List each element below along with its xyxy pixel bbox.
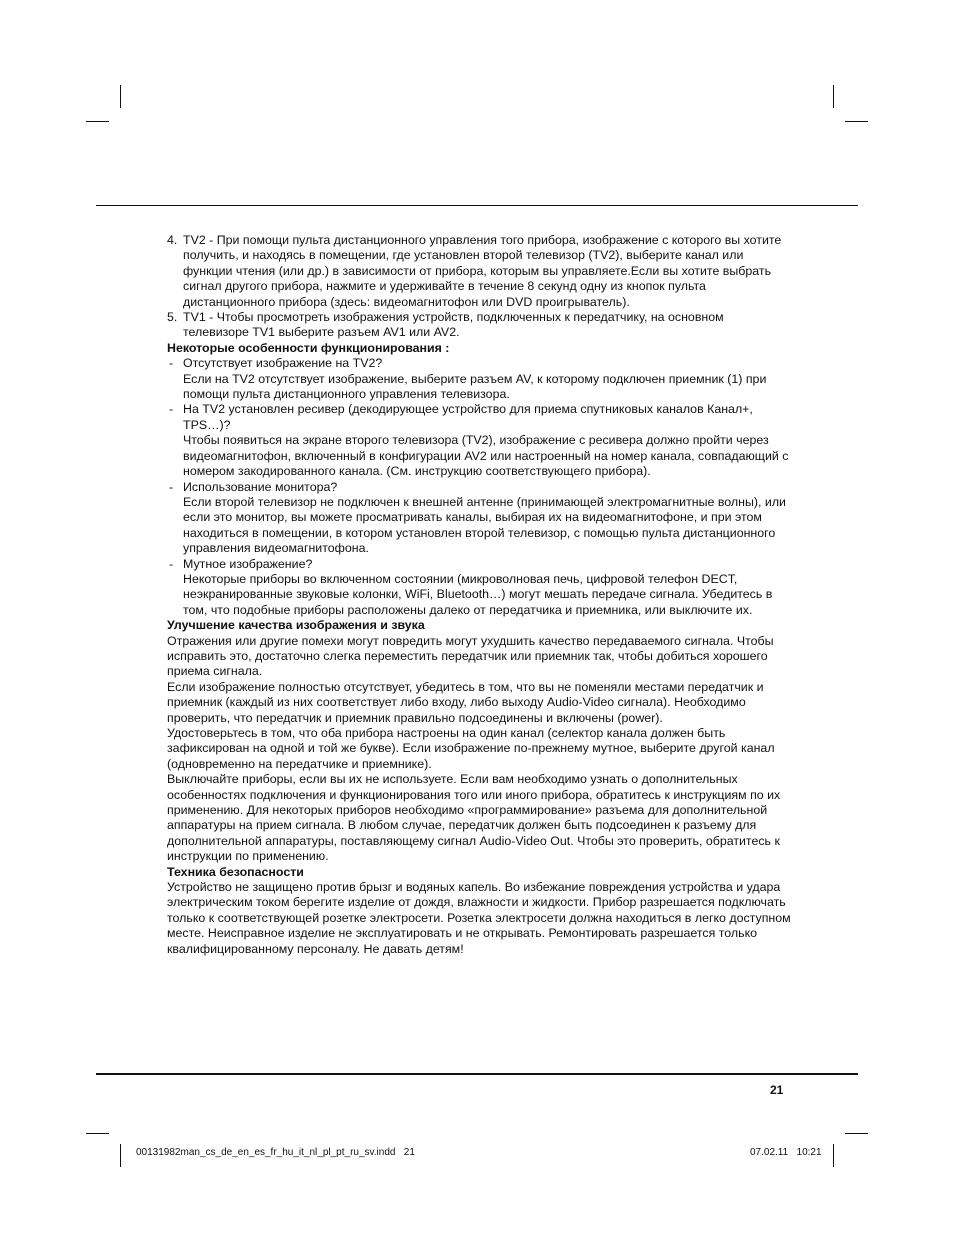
crop-mark (86, 121, 109, 122)
item-number: 4. (167, 233, 178, 247)
section-heading-features: Некоторые особенности функционирования : (167, 340, 450, 355)
dash-bullet: - (169, 356, 174, 371)
crop-mark (833, 85, 834, 108)
crop-mark (86, 1133, 109, 1134)
paragraph: Устройство не защищено против брызг и водяных капель. Во избежание повреждения устройства и удара электрическим током берегите изделие от дождя, влажности и жидкости. Прибор разрешается подключать только к соответствующей розетке электросети. Розетка электросети должна находиться в легко доступном месте. Неисправное изделие не эксплуатировать и не открывать. Ремонтировать разрешается только квалифицированному персоналу. Не давать детям! (167, 880, 791, 956)
dash-bullet: - (169, 402, 174, 417)
crop-mark (845, 121, 868, 122)
crop-mark (833, 1144, 834, 1167)
footer-rule (96, 1073, 858, 1075)
item-question: Использование монитора? (183, 479, 338, 494)
crop-mark (845, 1133, 868, 1134)
item-answer: Чтобы появиться на экране второго телевизора (TV2), изображение с ресивера должно пройти через видеомагнитофон, включенный в конфигурации AV2 или настроенный на номер канала, совпадающий с номером закодированного канала. (См. инструкцию соответствующего прибора). (183, 433, 789, 479)
page-content (167, 233, 792, 957)
item-number: 5. (167, 310, 178, 325)
item-answer: Если на TV2 отсутствует изображение, выберите разъем AV, к которому подключен приемник (1) при помощи пульта дистанционного управления телевизора. (183, 371, 767, 402)
footer-date: 07.02.11 10:21 (750, 1147, 822, 1158)
dash-bullet: - (169, 479, 174, 494)
paragraph: Если изображение полностью отсутствует, убедитесь в том, что вы не поменяли местами передатчик и приемник (каждый из них соответствует либо входу, либо выходу Audio-Video сигнала). Необходимо проверить, что передатчик и приемник правильно подсоединены и включены (power). (167, 679, 764, 725)
item-answer: Если второй телевизор не подключен к внешней антенне (принимающей электромагнитные волны), или если это монитор, вы можете просматривать каналы, выбирая их на видеомагнитофоне, и при этом находиться в помещении, в котором установлен второй телевизор, с помощью пульта дистанционного управления видеомагнитофона. (183, 494, 786, 556)
list-item (167, 402, 792, 479)
list-item (167, 356, 792, 402)
paragraph: Выключайте приборы, если вы их не используете. Если вам необходимо узнать о дополнительных особенностях подключения и функционирования того или иного прибора, обратитесь к инструкциям по их применению. Для некоторых приборов необходимо «программирование» разъема для дополнительной аппаратуры на прием сигнала. В любом случае, передатчик должен быть подсоединен к разъему для дополнительной аппаратуры, поставляющему сигнал Audio-Video Out. Чтобы это проверить, обратитесь к инструкции по применению. (167, 772, 781, 864)
numbered-list (167, 233, 792, 341)
crop-mark (120, 1144, 121, 1167)
footer-filename: 00131982man_cs_de_en_es_fr_hu_it_nl_pl_pt_ru_sv.indd 21 (136, 1147, 415, 1158)
page-number: 21 (770, 1083, 784, 1097)
item-answer: Некоторые приборы во включенном состоянии (микроволновая печь, цифровой телефон DECT, неэкранированные звуковые колонки, WiFi, Bluetooth…) могут мешать передаче сигнала. Убедитесь в том, что подобные приборы расположены далеко от передатчика и приемника, или выключите их. (183, 571, 773, 617)
header-rule (96, 205, 858, 206)
paragraph: Отражения или другие помехи могут повредить могут ухудшить качество передаваемого сигнала. Чтобы исправить это, достаточно слегка переместить передатчик или приемник так, чтобы добиться хорошего приема сигнала. (167, 633, 774, 679)
item-question: Отсутствует изображение на TV2? (183, 356, 383, 371)
paragraph: Удостоверьтесь в том, что оба прибора настроены на один канал (селектор канала должен быть зафиксирован на одной и той же букве). Если изображение по-прежнему мутное, выберите другой канал (одновременно на передатчике и приемнике). (167, 726, 775, 771)
crop-mark (120, 85, 121, 108)
dash-bullet: - (169, 556, 174, 571)
list-item (167, 310, 792, 341)
item-text: TV2 - При помощи пульта дистанционного управления того прибора, изображение с которого вы хотите получить, и находясь в помещении, где установлен второй телевизор (TV2), выберите канал или функции чтения (или др.) в зависимости от прибора, которым вы управляете.Если вы хотите выбрать сигнал другого прибора, нажмите и удерживайте в течение 8 секунд одну из кнопок пульта дистанционного прибора (здесь: видеомагнитофон или DVD проигрыватель). (183, 233, 782, 309)
item-question: На TV2 установлен ресивер (декодирующее устройство для приема спутниковых каналов Канал+, TPS…)? (183, 402, 753, 432)
item-text: TV1 - Чтобы просмотреть изображения устройств, подключенных к передатчику, на основном телевизоре TV1 выберите разъем AV1 или AV2. (183, 310, 724, 340)
features-list (167, 356, 792, 618)
section-heading-safety: Техника безопасности (167, 864, 304, 879)
list-item (167, 557, 792, 619)
section-heading-quality: Улучшение качества изображения и звука (167, 618, 425, 633)
list-item (167, 480, 792, 557)
item-question: Мутное изображение? (183, 556, 313, 571)
list-item (167, 233, 792, 310)
